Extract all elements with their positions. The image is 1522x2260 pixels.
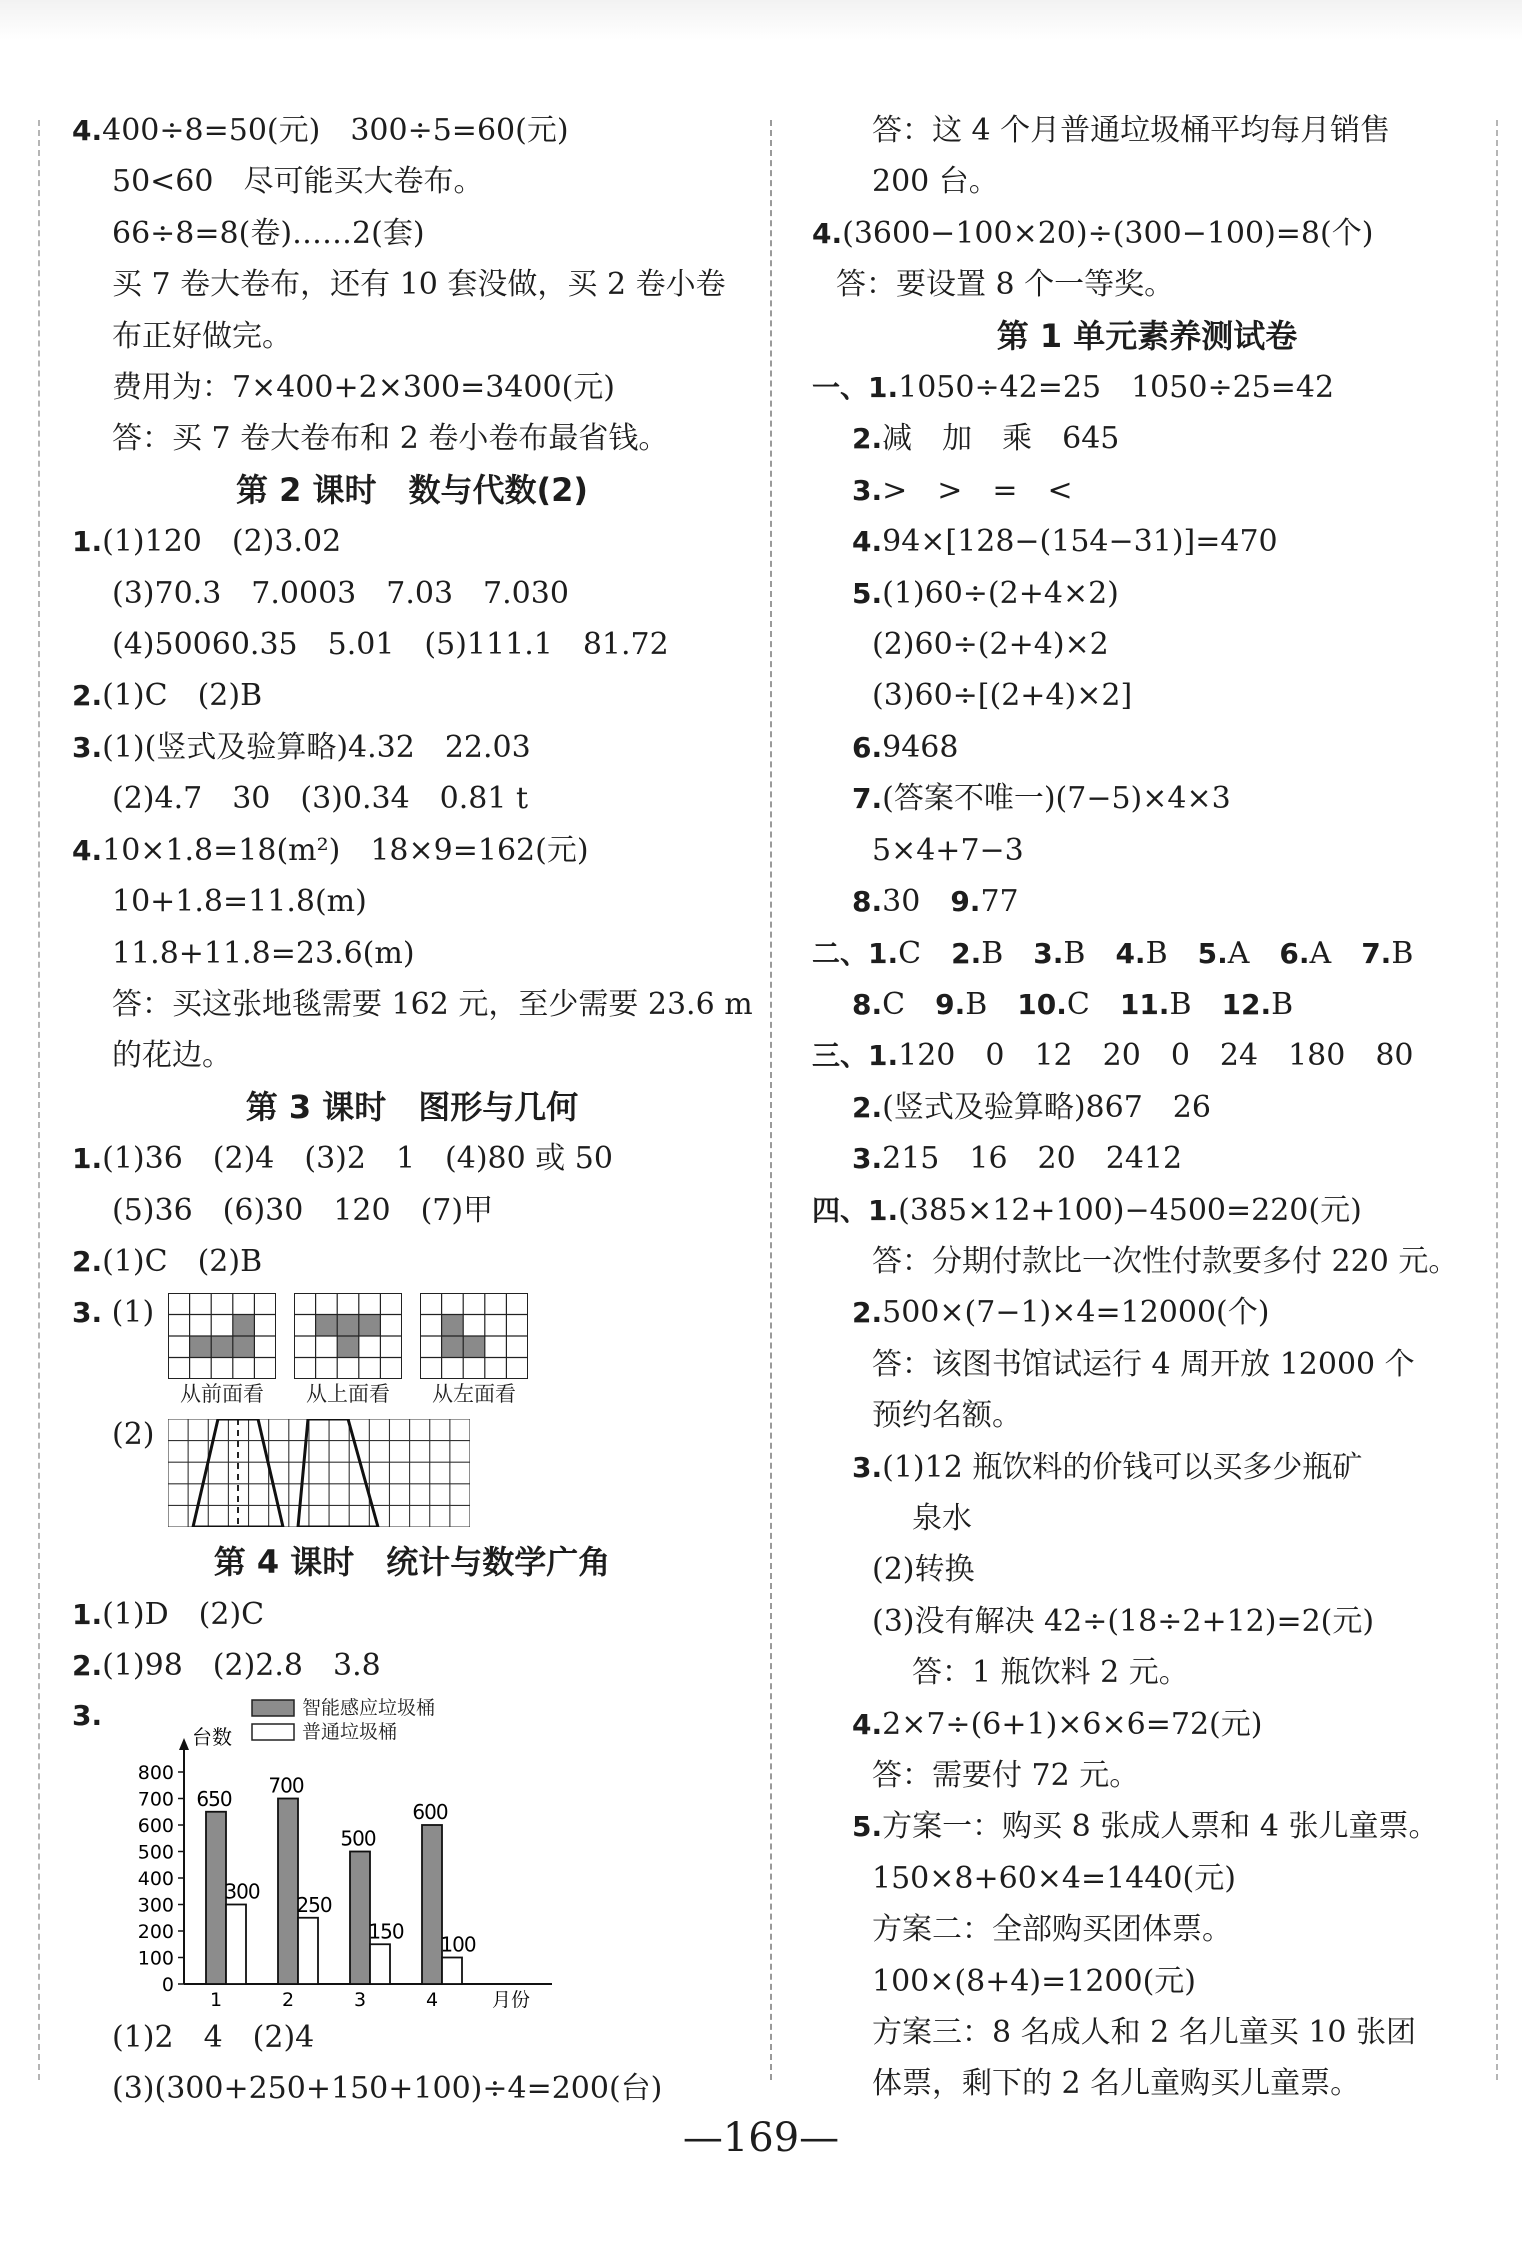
answer-line (72, 362, 752, 413)
answer-text: 的花边。 (112, 1038, 232, 1074)
shaded-cell (190, 1336, 212, 1358)
answer-line (812, 208, 1482, 259)
question-number: 11. (1119, 987, 1170, 1021)
bar (442, 1957, 462, 1984)
answer-line (72, 619, 752, 670)
y-axis-label: 台数 (192, 1724, 232, 1749)
data-label: 650 (196, 1786, 232, 1811)
right-margin-dash (1496, 120, 1498, 2080)
section-continued (812, 105, 1482, 311)
answer-text: B (981, 935, 1034, 971)
answer-line (812, 1339, 1482, 1390)
answer-line (812, 362, 1482, 413)
answer-line (812, 259, 1482, 310)
answer-text: (3)60÷[(2+4)×2] (872, 678, 1133, 714)
bar (350, 1851, 370, 1984)
answer-line (812, 1904, 1482, 1955)
answer-line (72, 670, 752, 721)
answer-text: (2)4.7 30 (3)0.34 0.81 t (112, 781, 529, 817)
answer-line (812, 1390, 1482, 1441)
trapezoid-figure (72, 1415, 752, 1537)
data-label: 600 (412, 1799, 448, 1824)
view-top (294, 1293, 402, 1409)
answer-text: (1)2 4 (2)4 (112, 2019, 315, 2055)
answer-line (72, 773, 752, 824)
answer-text: (答案不唯一)(7−5)×4×3 (882, 781, 1231, 817)
answer-text: 66÷8=8(卷)……2(套) (112, 215, 425, 251)
three-views-figure (72, 1287, 752, 1415)
section-lesson-4 (72, 1589, 752, 1692)
answer-text: (2)60÷(2+4)×2 (872, 627, 1109, 663)
answer-line (812, 1956, 1482, 2007)
answer-text: 120 0 12 20 0 24 180 80 (898, 1038, 1414, 1074)
legend-label: 普通垃圾桶 (302, 1720, 398, 1743)
y-tick-label: 100 (137, 1947, 174, 1970)
shaded-cell (463, 1336, 485, 1358)
answer-text: 体票，剩下的 2 名儿童购买儿童票。 (872, 2066, 1361, 2102)
answer-line (72, 208, 752, 259)
answer-line (812, 2058, 1482, 2109)
question-number: 9. (935, 987, 966, 1021)
answer-text: (1)C (2)B (102, 1243, 263, 1279)
answer-text: 方案三：8 名成人和 2 名儿童买 10 张团 (872, 2015, 1417, 2051)
answer-text: (1)D (2)C (102, 1596, 265, 1632)
left-margin-dash (38, 120, 40, 2080)
answer-text: 预约名额。 (872, 1398, 1022, 1434)
answer-text: 50<60 尽可能买大卷布。 (112, 164, 484, 200)
answer-text: 答：该图书馆试运行 4 周开放 12000 个 (872, 1346, 1415, 1382)
section-unit-1-test (812, 362, 1482, 2110)
view-left (420, 1293, 528, 1409)
data-label: 700 (268, 1773, 304, 1798)
answer-line (72, 568, 752, 619)
y-tick-label: 200 (137, 1920, 174, 1943)
question-number: 4. (72, 833, 103, 867)
question-number: 8. (852, 885, 883, 919)
view-front (168, 1293, 276, 1409)
question-number: 2. (852, 1090, 883, 1124)
answer-line (812, 619, 1482, 670)
question-number: 2. (72, 1244, 103, 1278)
question-number: 2. (72, 679, 103, 713)
answer-text: (3)70.3 7.0003 7.03 7.030 (112, 575, 569, 611)
y-tick-label: 300 (137, 1894, 174, 1917)
answer-line (812, 1442, 1482, 1493)
answer-text: > > = < (882, 472, 1073, 508)
answer-text: (1)98 (2)2.8 3.8 (102, 1648, 381, 1684)
shaded-cell (316, 1315, 338, 1337)
answer-line (812, 928, 1482, 979)
answer-text: (竖式及验算略)867 26 (882, 1089, 1211, 1125)
shaded-cell (337, 1315, 359, 1337)
answer-line (72, 2063, 752, 2114)
shaded-cell (233, 1315, 255, 1337)
question-number: 8. (852, 987, 883, 1021)
answer-line (812, 979, 1482, 1030)
answer-line (812, 773, 1482, 824)
question-number: 3. (852, 473, 883, 507)
question-number: 4. (72, 114, 103, 147)
q3-number: 3. (72, 1296, 103, 1330)
question-number: 三、1. (812, 1039, 899, 1073)
answer-line (812, 465, 1482, 516)
answer-line (812, 876, 1482, 927)
heading-lesson-2: 第 2 课时 数与代数(2) (235, 470, 589, 509)
answer-text: A (1309, 935, 1362, 971)
section-lesson-3 (72, 1133, 752, 1287)
answer-text: B (1271, 986, 1294, 1022)
answer-text: 答：这 4 个月普通垃圾桶平均每月销售 (872, 113, 1391, 148)
shaded-cell (359, 1315, 381, 1337)
answer-text: (1)12 瓶饮料的价钱可以买多少瓶矿 (882, 1449, 1363, 1485)
answer-text: C (882, 986, 936, 1022)
view-top-caption: 从上面看 (306, 1382, 390, 1407)
answer-line (812, 722, 1482, 773)
top-view-grid (294, 1293, 402, 1379)
shaded-cell (211, 1336, 233, 1358)
heading-lesson-4: 第 4 课时 统计与数学广角 (213, 1543, 611, 1582)
answer-text: 答：买这张地毯需要 162 元，至少需要 23.6 m (112, 986, 753, 1022)
answer-text: 答：分期付款比一次性付款要多付 220 元。 (872, 1243, 1459, 1279)
answer-line (812, 1287, 1482, 1338)
answer-text: 泉水 (912, 1500, 972, 1536)
answer-text: 30 (882, 884, 951, 920)
question-number: 4. (812, 216, 843, 250)
question-number: 10. (1017, 987, 1067, 1021)
answer-line (72, 979, 752, 1030)
question-number: 二、1. (812, 936, 899, 970)
view-left-caption: 从左面看 (432, 1382, 516, 1407)
question-number: 7. (1361, 936, 1392, 970)
answer-line (72, 825, 752, 876)
answer-line (812, 156, 1482, 207)
answer-text: 150×8+60×4=1440(元) (872, 1860, 1236, 1896)
question-number: 9. (950, 885, 981, 919)
answer-line (72, 876, 752, 927)
question-number: 4. (852, 525, 883, 559)
answer-text: 94×[128−(154−31)]=470 (882, 524, 1278, 560)
answer-text: 答：买 7 卷大卷布和 2 卷小卷布最省钱。 (112, 421, 669, 457)
answer-text: 答：1 瓶饮料 2 元。 (912, 1655, 1189, 1691)
question-number: 12. (1221, 987, 1272, 1021)
answer-text: 10×1.8=18(m²) 18×9=162(元) (102, 832, 589, 868)
bar (298, 1917, 318, 1983)
question-number: 5. (852, 1810, 883, 1844)
answer-text: 77 (980, 884, 1019, 920)
shaded-cell (337, 1336, 359, 1358)
answer-text: (1)36 (2)4 (3)2 1 (4)80 或 50 (102, 1141, 613, 1177)
q3-part2-label: (2) (112, 1417, 155, 1453)
answer-text: 方案一：购买 8 张成人票和 4 张儿童票。 (882, 1809, 1439, 1845)
answer-line (72, 1133, 752, 1184)
question-number: 四、1. (812, 1193, 899, 1227)
answer-text: 500×(7−1)×4=12000(个) (882, 1295, 1270, 1331)
answer-line (72, 311, 752, 362)
question-number: 6. (852, 730, 883, 764)
answer-text: 10+1.8=11.8(m) (112, 884, 367, 920)
answer-line (72, 516, 752, 567)
question-number: 6. (1279, 936, 1310, 970)
answer-text: A (1227, 935, 1280, 971)
column-divider (770, 120, 772, 2080)
answer-line (72, 1589, 752, 1640)
x-tick-label: 2 (281, 1988, 295, 2011)
q3b-number: 3. (72, 1698, 103, 1732)
question-number: 4. (852, 1707, 883, 1741)
answer-line (72, 2012, 752, 2063)
legend-swatch (252, 1700, 294, 1716)
answer-line (72, 928, 752, 979)
answer-line (72, 259, 752, 310)
section-chart-answers (72, 2012, 752, 2115)
question-number: 7. (852, 782, 883, 816)
answer-line (812, 1030, 1482, 1081)
answer-line (72, 413, 752, 464)
answer-text: (1)(竖式及验算略)4.32 22.03 (102, 729, 531, 765)
answer-text: 9468 (882, 729, 959, 765)
x-axis-label: 月份 (492, 1988, 531, 2011)
answer-line (812, 1133, 1482, 1184)
answer-line (812, 1493, 1482, 1544)
y-tick-label: 800 (137, 1761, 174, 1784)
answer-text: 减 加 乘 645 (882, 421, 1120, 457)
sales-bar-chart (112, 1692, 572, 2012)
view-front-caption: 从前面看 (180, 1382, 264, 1407)
y-tick-label: 400 (137, 1867, 174, 1890)
answer-text: B (1063, 935, 1116, 971)
data-label: 500 (340, 1826, 376, 1851)
left-column (72, 105, 752, 2114)
legend-label: 智能感应垃圾桶 (302, 1696, 436, 1719)
shaded-cell (233, 1336, 255, 1358)
answer-text: 答：需要付 72 元。 (872, 1758, 1140, 1793)
answer-text: C (898, 935, 952, 971)
answer-line (812, 1750, 1482, 1801)
question-number: 3. (852, 1142, 883, 1176)
answer-text: 100×(8+4)=1200(元) (872, 1963, 1197, 1999)
answer-text: B (1391, 935, 1414, 971)
answer-text: 11.8+11.8=23.6(m) (112, 935, 415, 971)
question-number: 1. (72, 1597, 103, 1631)
legend-swatch (252, 1724, 294, 1740)
section-q4-fabric (72, 105, 752, 465)
answer-text: B (1169, 986, 1222, 1022)
y-tick-label: 700 (137, 1788, 174, 1811)
data-label: 300 (224, 1879, 260, 1904)
answer-text: 买 7 卷大卷布，还有 10 套没做，买 2 卷小卷 (112, 267, 726, 303)
answer-text: B (965, 986, 1018, 1022)
answer-line (812, 105, 1482, 156)
scan-top-edge (0, 0, 1522, 40)
answer-line (812, 1596, 1482, 1647)
answer-line (72, 1640, 752, 1691)
x-tick-label: 3 (353, 1988, 367, 2011)
answer-text: 5×4+7−3 (872, 832, 1024, 868)
answer-line (812, 516, 1482, 567)
heading-unit-1-test: 第 1 单元素养测试卷 (996, 316, 1298, 355)
question-number: 3. (1033, 936, 1064, 970)
answer-text: (3)(300+250+150+100)÷4=200(台) (112, 2070, 663, 2106)
answer-line (72, 722, 752, 773)
answer-line (812, 568, 1482, 619)
answer-line (812, 1185, 1482, 1236)
answer-line (812, 2007, 1482, 2058)
y-tick-label: 0 (161, 1973, 174, 1996)
answer-text: C (1066, 986, 1120, 1022)
q3-part1-label: (1) (111, 1295, 155, 1331)
y-axis-arrow (179, 1738, 189, 1750)
answer-line (72, 156, 752, 207)
question-number: 5. (1197, 936, 1228, 970)
answer-line (72, 1185, 752, 1236)
answer-line (72, 105, 752, 156)
y-tick-label: 500 (137, 1841, 174, 1864)
shaded-cell (442, 1315, 464, 1337)
data-label: 250 (296, 1892, 332, 1917)
data-label: 100 (440, 1932, 476, 1957)
answer-text: (1)60÷(2+4×2) (882, 575, 1119, 611)
answer-text: 2×7÷(6+1)×6×6=72(元) (882, 1706, 1263, 1742)
answer-text: (4)50060.35 5.01 (5)111.1 81.72 (112, 627, 669, 663)
bar (370, 1944, 390, 1984)
answer-line (812, 1544, 1482, 1595)
data-label: 150 (368, 1918, 404, 1943)
answer-line (812, 825, 1482, 876)
answer-text: 400÷8=50(元) 300÷5=60(元) (102, 113, 569, 148)
question-number: 一、1. (812, 371, 899, 405)
bar (278, 1798, 298, 1984)
question-number: 1. (72, 1142, 103, 1176)
answer-line (812, 1853, 1482, 1904)
x-tick-label: 1 (209, 1988, 223, 2011)
answer-text: 方案二：全部购买团体票。 (872, 1912, 1232, 1948)
y-tick-label: 600 (137, 1814, 174, 1837)
answer-line (812, 1801, 1482, 1852)
answer-text: 1050÷42=25 1050÷25=42 (898, 370, 1335, 406)
answer-line (812, 1699, 1482, 1750)
question-number: 1. (72, 525, 103, 559)
x-tick-label: 4 (425, 1988, 439, 2011)
answer-text: 费用为：7×400+2×300=3400(元) (112, 370, 615, 406)
question-number: 2. (72, 1649, 103, 1683)
answer-text: 答：要设置 8 个一等奖。 (836, 267, 1175, 303)
answer-text: (385×12+100)−4500=220(元) (898, 1192, 1362, 1228)
left-view-grid (420, 1293, 528, 1379)
question-number: 3. (852, 1450, 883, 1484)
answer-text: B (1145, 935, 1198, 971)
answer-text: (1)C (2)B (102, 678, 263, 714)
shaded-cell (442, 1336, 464, 1358)
answer-text: (1)120 (2)3.02 (102, 524, 342, 560)
right-column (812, 105, 1482, 2110)
bar (226, 1904, 246, 1984)
page-number: —169— (682, 2115, 840, 2161)
answer-line (812, 413, 1482, 464)
answer-text: (3600−100×20)÷(300−100)=8(个) (842, 215, 1374, 251)
answer-text: 布正好做完。 (112, 318, 292, 354)
bar (422, 1825, 442, 1984)
question-number: 3. (72, 730, 103, 764)
answer-text: (2)转换 (872, 1552, 975, 1588)
trapezoid-grid (168, 1419, 470, 1527)
question-number: 2. (852, 1296, 883, 1330)
answer-line (812, 1082, 1482, 1133)
answer-line (72, 1030, 752, 1081)
question-number: 2. (852, 422, 883, 456)
heading-lesson-3: 第 3 课时 图形与几何 (245, 1087, 579, 1126)
answer-line (812, 670, 1482, 721)
answer-line (812, 1236, 1482, 1287)
answer-text: 200 台。 (872, 164, 999, 200)
section-lesson-2 (72, 516, 752, 1081)
answer-line (72, 1236, 752, 1287)
answer-line (812, 1647, 1482, 1698)
question-number: 4. (1115, 936, 1146, 970)
answer-text: (3)没有解决 42÷(18÷2+12)=2(元) (872, 1603, 1375, 1639)
bar (206, 1811, 226, 1983)
bar-chart-figure (72, 1692, 752, 2012)
answer-text: (5)36 (6)30 120 (7)甲 (112, 1192, 494, 1228)
front-view-grid (168, 1293, 276, 1379)
answer-text: 215 16 20 2412 (882, 1141, 1183, 1177)
question-number: 5. (852, 576, 883, 610)
question-number: 2. (951, 936, 982, 970)
